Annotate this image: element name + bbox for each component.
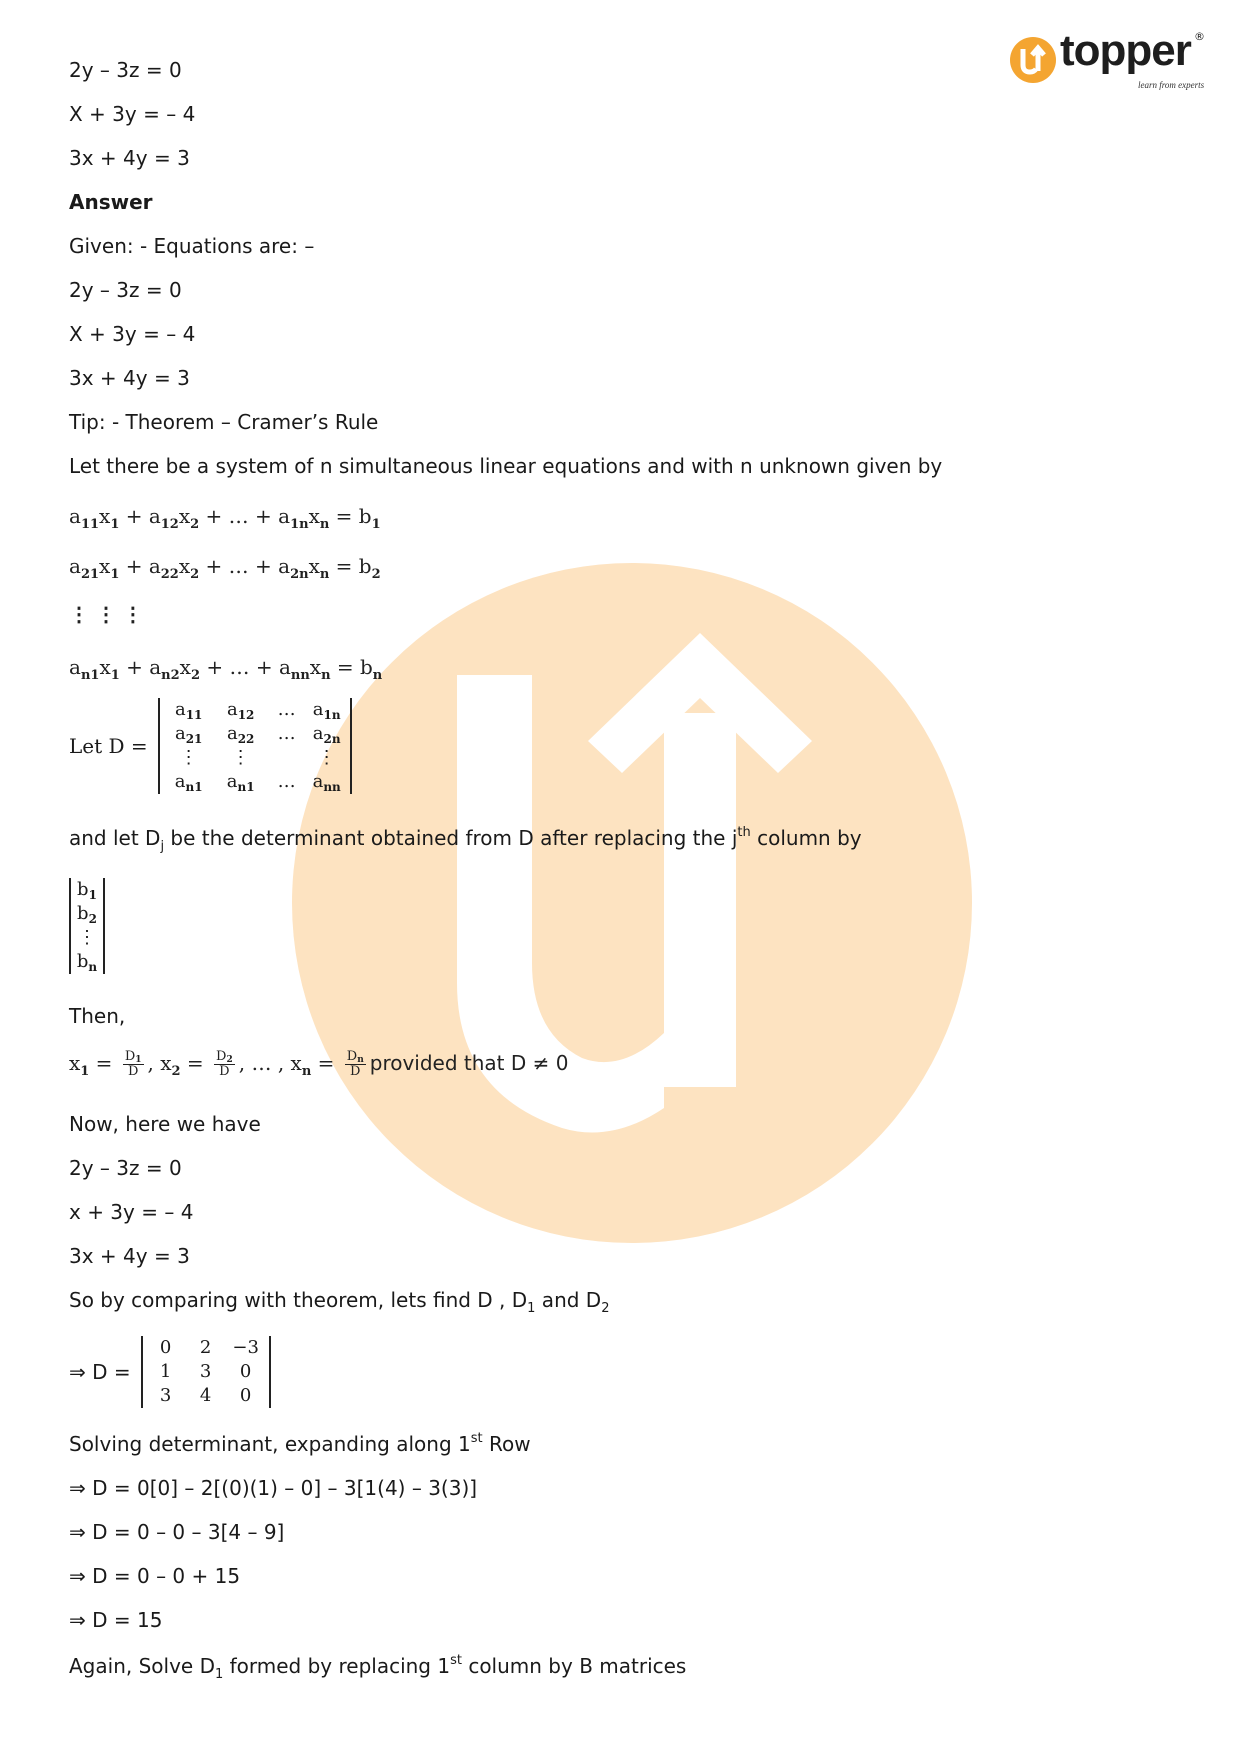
general-determinant-d xyxy=(69,698,352,794)
provided-text: provided that D ≠ 0 xyxy=(369,1051,569,1075)
have-eq1: 2y – 3z = 0 xyxy=(69,1156,182,1180)
given-line: Given: - Equations are: – xyxy=(69,234,315,258)
step-3: ⇒ D = 0 – 0 + 15 xyxy=(69,1564,241,1588)
solving-line: Solving determinant, expanding along 1st Row xyxy=(69,1431,531,1456)
answer-heading: Answer xyxy=(69,190,153,214)
logo-wordmark: topper xyxy=(1060,26,1191,75)
now-line: Now, here we have xyxy=(69,1112,261,1136)
b-column-vector: $b_1$ $b_2$ ⋮ $b_n$ xyxy=(69,878,105,974)
logo-registered-mark: ® xyxy=(1194,30,1205,43)
dj-definition: and let $D_j$ be the determinant obtained from D after replacing the $j^{th}$ column by xyxy=(69,825,862,854)
let-d-label: Let D = xyxy=(69,734,148,758)
have-eq3: 3x + 4y = 3 xyxy=(69,1244,190,1268)
given-eq3: 3x + 4y = 3 xyxy=(69,366,190,390)
determinant-d-matrix: $a_{11}$ $a_{12}$ … $a_{1n}$ $a_{21}$ $a_{22}$ … $a_{2n}$ ⋮ ⋮ ⋮ $a_{n1}$ $a_{n1}$ … $a_{nn}$ xyxy=(158,698,352,794)
given-eq2: X + 3y = – 4 xyxy=(69,322,196,346)
vertical-dots: ⋮ ⋮ ⋮ xyxy=(69,602,143,626)
general-eq-1: $a_{11}x_1 + a_{12}x_2$ + … + $a_{1n}x_n = b_1$ xyxy=(69,504,381,532)
step-1: ⇒ D = 0[0] – 2[(0)(1) – 0] – 3[1(4) – 3(3)] xyxy=(69,1476,478,1500)
cramer-formula: $x_1$ = $\frac{D_1}{D}$ , $x_2$ = $\frac{D_2}{D}$ , … , $x_n$ = $\frac{D_n}{D}$ provided that D ≠ 0 xyxy=(69,1049,569,1079)
given-eq1: 2y – 3z = 0 xyxy=(69,278,182,302)
d-matrix: 0 2 −3 1 3 0 3 4 0 xyxy=(141,1336,271,1408)
question-eq2: X + 3y = – 4 xyxy=(69,102,196,126)
question-eq1: 2y – 3z = 0 xyxy=(69,58,182,82)
watermark-logo xyxy=(292,563,972,1243)
logo-tagline: learn from experts xyxy=(1138,80,1205,90)
intro-line: Let there be a system of n simultaneous linear equations and with n unknown given by xyxy=(69,454,943,478)
general-eq-2: $a_{21}x_1 + a_{22}x_2$ + … + $a_{2n}x_n = b_2$ xyxy=(69,554,381,582)
determinant-d xyxy=(69,1336,271,1408)
logo-u-arrow-icon xyxy=(1010,37,1056,83)
general-eq-n: $a_{n1}x_1 + a_{n2}x_2$ + … + $a_{nn}x_n = b_n$ xyxy=(69,655,383,683)
question-eq3: 3x + 4y = 3 xyxy=(69,146,190,170)
d-label: ⇒ D = xyxy=(69,1360,131,1384)
then-line: Then, xyxy=(69,1004,126,1028)
topper-logo xyxy=(1010,26,1210,96)
step-4: ⇒ D = 15 xyxy=(69,1608,163,1632)
step-2: ⇒ D = 0 – 0 – 3[4 – 9] xyxy=(69,1520,285,1544)
again-line: Again, Solve $D_1$ formed by replacing 1st column by B matrices xyxy=(69,1653,687,1682)
tip-line: Tip: - Theorem – Cramer’s Rule xyxy=(69,410,379,434)
compare-line: So by comparing with theorem, lets find D , $D_1$ and $D_2$ xyxy=(69,1288,610,1316)
have-eq2: x + 3y = – 4 xyxy=(69,1200,194,1224)
